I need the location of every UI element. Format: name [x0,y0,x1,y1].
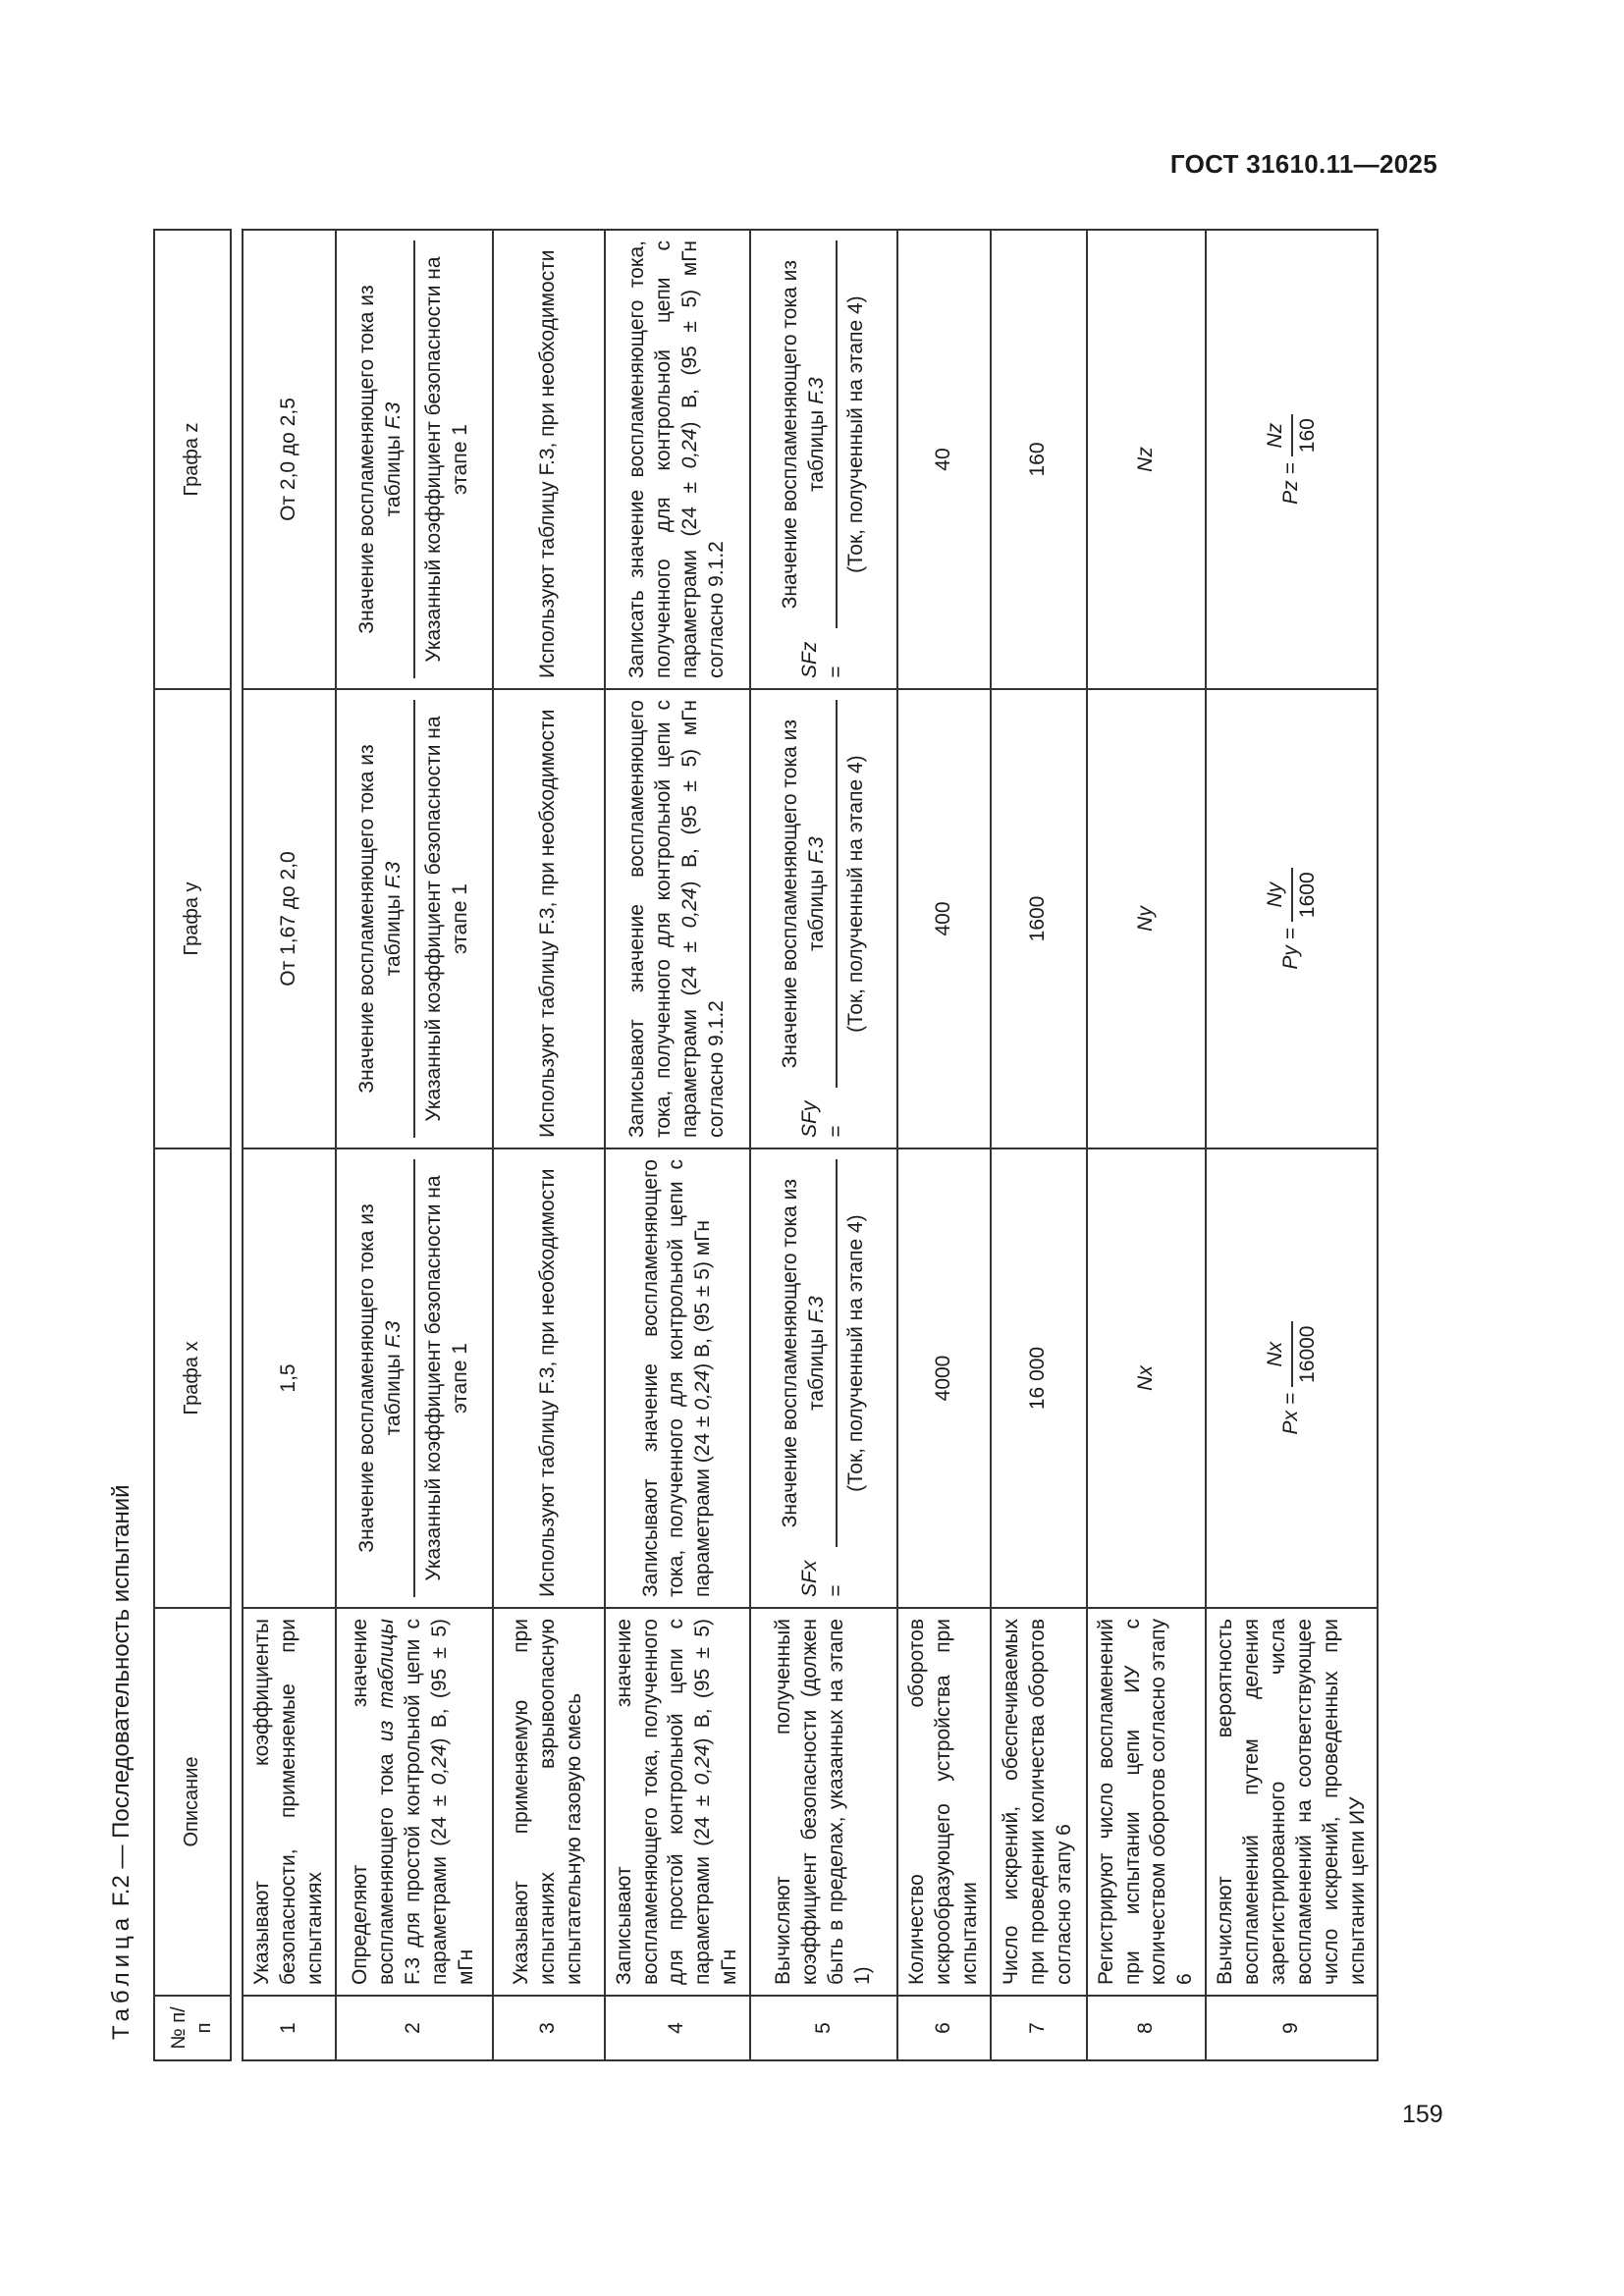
cell-y: От 1,67 до 2,0 [243,689,336,1148]
table-row [991,230,1087,2060]
fraction-denominator: (Ток, полученный на этапе 4) [844,755,868,1033]
text-part: Записывают значение воспламеняющего тока, полученного для контрольной цепи с параметрами (24 ± [638,1159,715,1597]
cell-y: Используют таблицу F.3, при необходимости [493,689,605,1148]
probability-formula [1263,414,1322,505]
cell-z: 160 [991,230,1087,689]
probability-formula [1263,1322,1322,1435]
text-part: Определяют значение воспламеняющего тока [349,1619,399,1985]
row-number: 5 [750,1996,897,2060]
text-part-italic: 0,24 [428,1744,452,1786]
cell-x: 4000 [897,1148,991,1608]
row-description [336,1608,493,1996]
column-header-column-y: Графа y [154,689,231,1148]
safety-factor-formula [778,700,871,1138]
column-header-number: № п/п [154,1996,231,2060]
formula-label: Pz = [1279,462,1303,505]
fraction [778,1159,871,1547]
fraction-numerator [778,240,839,628]
cell-z [336,230,493,689]
cell-x [336,1148,493,1608]
cell-x: 1,5 [243,1148,336,1608]
fraction-numerator [354,1159,415,1597]
table-header-row [154,230,231,2060]
fraction [778,700,871,1088]
table-caption-title: F.2 — Последовательность испытаний [108,1484,135,1913]
document-code: ГОСТ 31610.11—2025 [1169,149,1437,179]
text-part: Значение воспламеняющего тока из таблицы [354,744,405,1094]
cell-x: Используют таблицу F.3, при необходимости [493,1148,605,1608]
fraction [778,240,871,628]
row-number: 8 [1087,1996,1207,2060]
fraction-denominator: Указанный коэффициент безопасности на этапе 1 [421,1175,471,1581]
table-row [493,230,605,2060]
column-header-description: Описание [154,1608,231,1996]
cell-z [605,230,750,689]
row-description: Указывают коэффициенты безопасности, применяемые при испытаниях [243,1608,336,1996]
page-number: 159 [1402,2101,1443,2128]
table-row [243,230,336,2060]
column-header-column-z: Графа z [154,230,231,689]
cell-z: 40 [897,230,991,689]
text-part: Записать значение воспламеняющего тока, полученного для контрольной цепи с параметрами (24 ± [625,240,701,678]
cell-y [750,689,897,1148]
cell-y [336,689,493,1148]
cell-y [1206,689,1378,1148]
row-number: 4 [605,1996,750,2060]
cell-y: 400 [897,689,991,1148]
fraction [354,700,474,1138]
fraction [1263,868,1322,922]
row-number: 3 [493,1996,605,2060]
fraction-denominator: 160 [1295,418,1319,454]
formula-label: SFx = [798,1560,847,1597]
text-part-italic: 0,24 [691,1369,715,1411]
text-part-italic: F.3 [804,836,828,864]
cell-z: Nz [1087,230,1207,689]
fraction-numerator [354,700,415,1138]
text-part-italic: F.3 [381,1320,405,1349]
text-part: ) В, (95 ± 5) мГн [428,1619,477,1985]
fraction-numerator [778,1159,839,1547]
row-number: 9 [1206,1996,1378,2060]
text-part: ) В, (95 ± 5) мГн согласно 9.1.2 [677,700,728,1138]
row-number: 6 [897,1996,991,2060]
text-part-italic: 0,24 [677,428,701,469]
row-number: 1 [243,1996,336,2060]
cell-z: От 2,0 до 2,5 [243,230,336,689]
cell-z [1206,230,1378,689]
fraction-denominator: (Ток, полученный на этапе 4) [844,295,868,573]
table-row [897,230,991,2060]
text-part: Записывают значение воспламеняющего тока, полученного для контрольной цепи с параметрами (24 ± [625,700,701,1138]
cell-x [750,1148,897,1608]
fraction-denominator: (Ток, полученный на этапе 4) [844,1214,868,1492]
cell-z: Используют таблицу F.3, при необходимости [493,230,605,689]
fraction [354,1159,474,1597]
fraction-numerator [778,700,839,1088]
formula-label: Px = [1279,1392,1303,1435]
cell-x [605,1148,750,1608]
text-part-italic: из таблицы [375,1619,399,1742]
text-part: Значение воспламеняющего тока из таблицы [778,260,828,610]
fraction [354,240,474,678]
fraction-denominator: Указанный коэффициент безопасности на этапе 1 [421,256,471,663]
row-description: Вычисляют полученный коэффициент безопасности (должен быть в пределах, указанных на этапе 1) [750,1608,897,1996]
fraction-denominator: 1600 [1295,872,1319,919]
text-part-italic: F.3 [381,401,405,430]
formula-label: SFy = [798,1100,847,1138]
fraction [1263,414,1322,456]
test-sequence-table [153,229,1379,2061]
cell-x: Nx [1087,1148,1207,1608]
row-description [605,1608,750,1996]
column-header-column-x: Графа x [154,1148,231,1608]
table-row [1206,230,1378,2060]
cell-y [605,689,750,1148]
cell-y: 1600 [991,689,1087,1148]
fraction-numerator [354,240,415,678]
row-number: 7 [991,1996,1087,2060]
table-caption [108,1484,135,2040]
text-part-italic: F.3 [804,377,828,404]
header-gap [231,230,243,2060]
fraction-numerator: Nx [1263,1322,1293,1387]
fraction [1263,1322,1322,1387]
text-part: ) В, (95 ± 5) мГн [691,1619,741,1985]
safety-factor-formula [778,1159,871,1597]
row-description: Регистрируют число воспламенений при испытании цепи ИУ с количеством оборотов согласно этапу 6 [1087,1608,1207,1996]
text-part: ) В, (95 ± 5) мГн согласно 9.1.2 [677,240,728,678]
row-description: Вычисляют вероятность воспламенений путем деления зарегистрированного числа воспламенений на соответствующее число искрений, проведенных при испытании цепи ИУ [1206,1608,1378,1996]
fraction-numerator: Ny [1263,868,1293,922]
text-part: Значение воспламеняющего тока из таблицы [778,1179,828,1528]
row-description: Число искрений, обеспечиваемых при проведении количества оборотов согласно этапу 6 [991,1608,1087,1996]
rotated-table-container [108,231,1369,2061]
fraction-denominator: 16000 [1295,1325,1319,1383]
table-row [336,230,493,2060]
row-description: Указывают применяемую при испытаниях взрывоопасную испытательную газовую смесь [493,1608,605,1996]
text-part: ) В, (95 ± 5) мГн [691,1219,715,1370]
formula-label: SFz = [798,641,847,678]
table-row [605,230,750,2060]
cell-y: Ny [1087,689,1207,1148]
text-part-italic: F.3 [804,1296,828,1323]
safety-factor-formula [778,240,871,678]
cell-x: 16 000 [991,1148,1087,1608]
row-number: 2 [336,1996,493,2060]
text-part: Значение воспламеняющего тока из таблицы [778,720,828,1069]
formula-label: Py = [1279,928,1303,970]
fraction-numerator: Nz [1263,414,1293,456]
row-description: Количество оборотов искрообразующего устройства при испытании [897,1608,991,1996]
text-part: Записывают значение воспламеняющего тока, полученного для простой контрольной цепи с параметрами (24 ± [612,1619,715,1985]
text-part: Значение воспламеняющего тока из таблицы [354,285,405,634]
table-row [750,230,897,2060]
table-row [1087,230,1207,2060]
text-part-italic: 0,24 [677,887,701,929]
text-part: F.3 для простой контрольной цепи с параметрами (24 ± [402,1619,452,1985]
probability-formula [1263,868,1322,969]
text-part-italic: F.3 [381,861,405,889]
cell-z [750,230,897,689]
text-part: Значение воспламеняющего тока из таблицы [354,1203,405,1553]
fraction-denominator: Указанный коэффициент безопасности на этапе 1 [421,716,471,1122]
text-part-italic: 0,24 [691,1744,715,1786]
table-caption-word: Таблица [108,1912,135,2040]
cell-x [1206,1148,1378,1608]
